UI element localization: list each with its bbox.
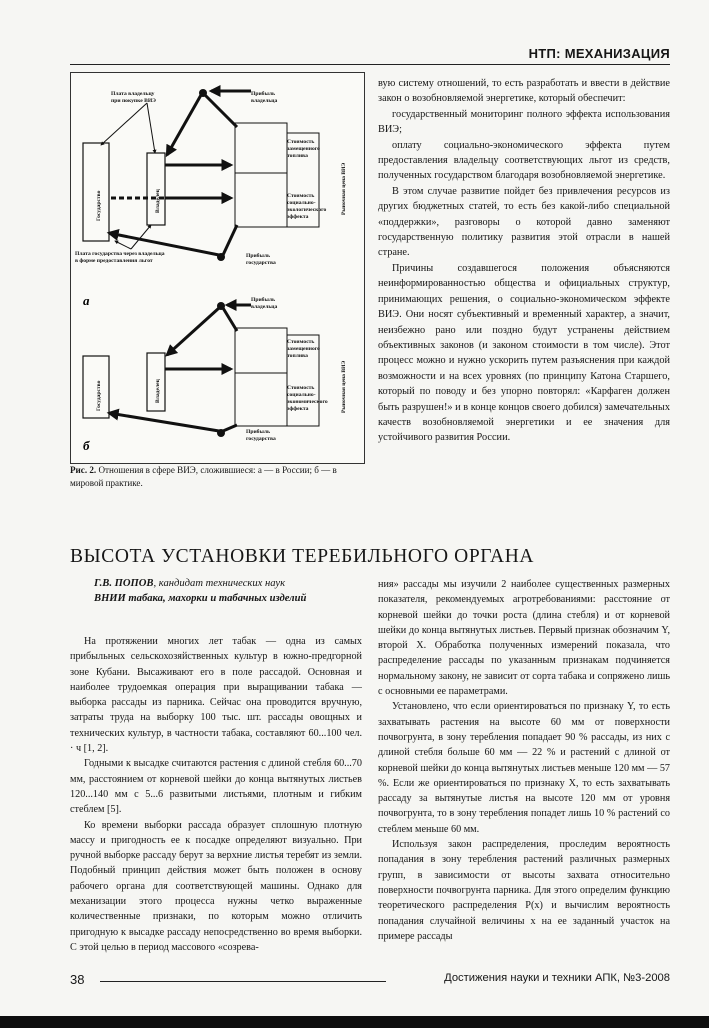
profit-state-a-2: государства bbox=[246, 260, 276, 266]
rt-paragraph-2: государственный мониторинг полного эффекта использования ВИЭ; bbox=[378, 108, 670, 136]
rt-paragraph-5: Причины создавшегося положения объясняются неинформированностью общества и официальных структур, принимающих решения, о социально-экономическом эффекте ВИЭ. Они носят субъективный и временный характер, а значит, неизбежно рано или поздно будут устранены действием объективных законов (и законом стоимости в том числе). Этот процесс можно и нужно ускорить путем разъяснения при каждой возможности и на всех уровнях (по принципу Катона Старшего, который по поводу и без упорно повторял: «Карфаген должен быть разрушен!» и в конце концов своего добился) замечательных качеств возобновляемой энергетики и ее значения для устойчивого развития России. bbox=[378, 262, 670, 444]
right-paragraph-2: Установлено, что если ориентироваться по признаку Y, то есть захватывать растения на высоте 60 мм от поверхности почвогрунта, в зону теребления попадает 90 % рассады, из них с длиной стебля больше 60 мм — 22 % и растений с длиной от корневой шейки до конца вытянутых листьев меньше 120 мм — 57 %. Если же ориентироваться по признаку X, то есть захватывать рассаду за вытянутые листья на высоте 120 мм от уровня почвогрунта, то в зону теребления попадет лишь 10 % растений со стеблем меньше 60 мм. bbox=[378, 701, 670, 835]
owner-label-a: Владелец bbox=[155, 189, 161, 213]
right-paragraph-3: Используя закон распределения, проследим вероятность попадания в зону теребления растений различных размерных групп, в зависимости от высоты захвата относительно поверхности почвогрунта парника. Для этого определим функцию теоретического распределения P(x) и вычислим вероятность попадания случайной величины x на ее заданный участок на примере рассады bbox=[378, 839, 670, 942]
author-degree: , кандидат технических наук bbox=[153, 578, 286, 589]
fuel-cost-a-3: топлива bbox=[287, 153, 308, 159]
right-paragraph-1: ния» рассады мы изучили 2 наиболее существенных размерных показателя, рекомендуемых агротребованиями: расстояние от корневой шейки до точки роста (длина стебля) и от корневой шейки до конца вытянутых листьев. Первый признак обозначим Y, второй X. Обработка полученных измерений показала, что распределение рассады по указанным признакам подчиняется нормальному закону, не зависит от сорта табака и сопряжено лишь с основными ее параметрами. bbox=[378, 579, 670, 698]
header-rule bbox=[70, 64, 670, 65]
pay-state-a-1: Плата государства через владельца bbox=[75, 251, 165, 257]
owner-box-a bbox=[147, 153, 165, 225]
figure-2 bbox=[70, 72, 365, 464]
left-paragraph-2: Годными к высадке считаются растения с длиной стебля 60...70 мм, расстоянием от корневой шейки до конца вытянутых листьев 120...140 мм с 5...6 развитыми листьями, плотным и гибким стеблем [5]. bbox=[70, 758, 362, 816]
state-label-a: Государство bbox=[96, 190, 102, 221]
profit-state-b-1: Прибыль bbox=[246, 429, 270, 435]
article-title: ВЫСОТА УСТАНОВКИ ТЕРЕБИЛЬНОГО ОРГАНА bbox=[70, 546, 535, 567]
social-cost-b-4: эффекта bbox=[287, 406, 309, 412]
left-paragraph-3: Ко времени выборки рассада образует сплошную плотную массу и пригодность ее к посадке определяют визуально. При ручной выборке рассаду берут за верхние листья теребят из земли. Подобный принцип действия может быть положен в основу рабочего органа для соответствующей машины. Однако для механизации этого процесса нужны четко выраженные количественные признаки, по которым можно отличить пригодную к высадке рассаду непосредственно во время выборки. С этой целью в период массового «созрева- bbox=[70, 819, 362, 953]
panel-b bbox=[83, 296, 347, 453]
left-paragraph-1: На протяжении многих лет табак — одна из самых прибыльных сельскохозяйственных культур в южно-предгорной зоне Кубани. Высаживают его в поле рассадой. Основная и наиболее трудоемкая операция при выращивании табака — выборка рассады из парника. Сейчас она проводится вручную, затраты труда на выборку 100 тыс. шт. рассады овощных и технических культур, в частности табака, составляют 60...100 чел. · ч [1, 2]. bbox=[70, 636, 362, 755]
fuel-cost-b-1: Стоимость bbox=[287, 339, 315, 345]
fuel-cost-a-2: замещенного bbox=[287, 146, 320, 152]
profit-state-a-1: Прибыль bbox=[246, 253, 270, 259]
pay-owner-a-2: при покупке ВИЭ bbox=[111, 98, 156, 104]
social-cost-a-1: Стоимость bbox=[287, 193, 315, 199]
market-price-b: Рыночная цена ВИЭ bbox=[341, 360, 347, 413]
right-top-column bbox=[378, 76, 670, 446]
caption-text: Отношения в сфере ВИЭ, сложившиеся: а — в России; б — в мировой практике. bbox=[70, 465, 337, 488]
profit-state-b-2: государства bbox=[246, 436, 276, 442]
scan-edge bbox=[0, 1016, 709, 1028]
market-price-a: Рыночная цена ВИЭ bbox=[341, 162, 347, 215]
article-left-column bbox=[70, 634, 362, 955]
panel-b-label: б bbox=[83, 438, 90, 453]
article-right-column bbox=[378, 577, 670, 944]
footer-rule bbox=[100, 981, 386, 982]
social-cost-b-1: Стоимость bbox=[287, 385, 315, 391]
panel-a-label: а bbox=[83, 293, 90, 308]
owner-label-b: Владелец bbox=[155, 379, 161, 403]
profit-owner-a-1: Прибыль bbox=[251, 91, 275, 97]
rt-paragraph-4: В этом случае развитие пойдет без привлечения ресурсов из других бюджетных статей, то есть без какой-либо специальной «поддержки», разговоры о которой давно заменяют государственную политику развития этой отрасли в нашей стране. bbox=[378, 185, 670, 259]
rt-paragraph-3: оплату социально-экономического эффекта путем предоставления владельцу соответствующих льгот из средств, полученных государством благодаря возобновляемой энергетике. bbox=[378, 139, 670, 182]
figure-caption bbox=[70, 464, 362, 490]
social-cost-a-3: экологического bbox=[287, 207, 327, 213]
social-cost-a-2: социально- bbox=[287, 200, 316, 206]
fuel-cost-b-2: замещенного bbox=[287, 346, 320, 352]
fuel-cost-a-1: Стоимость bbox=[287, 139, 315, 145]
profit-owner-b-1: Прибыль bbox=[251, 297, 275, 303]
rt-paragraph-1: вую систему отношений, то есть разработать и ввести в действие закон о возобновляемой энергетике, который обеспечит: bbox=[378, 78, 670, 105]
journal-name: Достижения науки и техники АПК, №3-2008 bbox=[444, 972, 670, 984]
author-block bbox=[94, 576, 374, 606]
author-name: Г.В. ПОПОВ bbox=[94, 578, 154, 589]
profit-owner-b-2: владельца bbox=[251, 304, 278, 310]
social-cost-b-3: экономического bbox=[287, 399, 328, 405]
fuel-cost-b-3: топлива bbox=[287, 353, 308, 359]
figure-diagram bbox=[71, 73, 364, 463]
state-label-b: Государство bbox=[96, 380, 102, 411]
pay-owner-a-1: Плата владельцу bbox=[111, 91, 155, 97]
author-affiliation: ВНИИ табака, махорки и табачных изделий bbox=[94, 593, 307, 604]
profit-owner-a-2: владельца bbox=[251, 98, 278, 104]
running-header: НТП: МЕХАНИЗАЦИЯ bbox=[528, 46, 670, 61]
page-number: 38 bbox=[70, 972, 85, 987]
caption-label: Рис. 2. bbox=[70, 465, 97, 475]
panel-a bbox=[75, 89, 347, 308]
social-cost-a-4: эффекта bbox=[287, 214, 309, 220]
social-cost-b-2: социально- bbox=[287, 392, 316, 398]
pay-state-a-2: в форме предоставления льгот bbox=[75, 258, 153, 264]
